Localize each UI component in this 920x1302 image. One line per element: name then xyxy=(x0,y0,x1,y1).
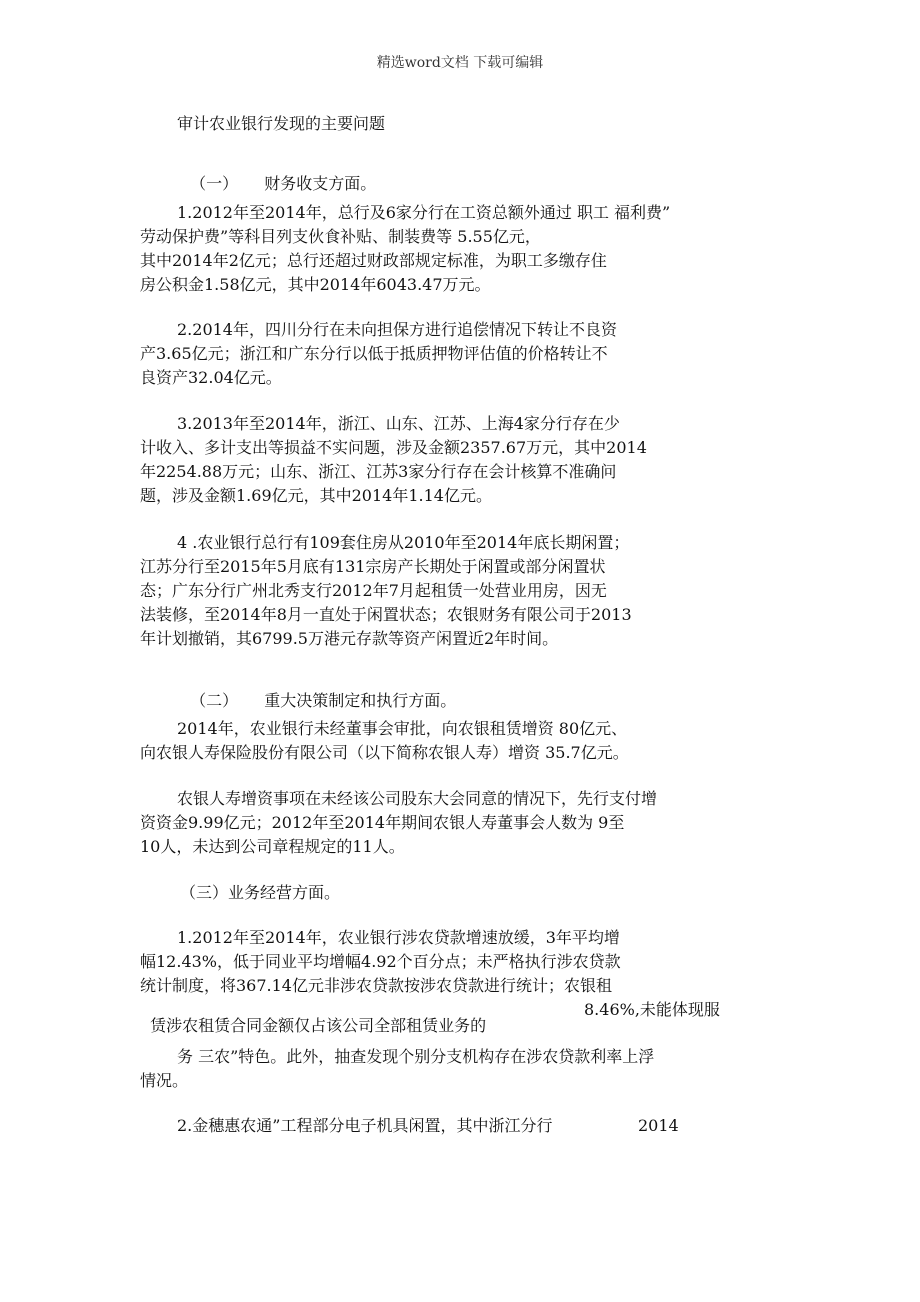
document-title: 审计农业银行发现的主要问题 xyxy=(177,114,386,133)
paragraph-line: 年计划撤销，其6799.5万港元存款等资产闲置近2年时间。 xyxy=(140,629,559,648)
paragraph-line: 其中2014年2亿元；总行还超过财政部规定标准，为职工多缴存住 xyxy=(140,251,607,270)
section-number: （一） xyxy=(190,174,239,193)
paragraph-line: 态；广东分行广州北秀支行2012年7月起租赁一处营业用房，因无 xyxy=(140,581,607,600)
paragraph-line: 3.2013年至2014年，浙江、山东、江苏、上海4家分行存在少 xyxy=(177,414,620,433)
section-heading: （三）业务经营方面。 xyxy=(180,883,341,902)
paragraph-line: 2.金穗惠农通”工程部分电子机具闲置，其中浙江分行 xyxy=(177,1116,553,1135)
paragraph-line xyxy=(140,1002,486,1034)
paragraph-line: 统计制度，将367.14亿元非涉农贷款按涉农贷款进行统计；农银租 xyxy=(140,976,612,995)
paragraph-line: 向农银人寿保险股份有限公司（以下简称农银人寿）增资 35.7亿元。 xyxy=(140,743,629,762)
paragraph-line: 4 .农业银行总行有109套住房从2010年至2014年底长期闲置； xyxy=(177,533,630,552)
section-heading-text: 重大决策制定和执行方面。 xyxy=(264,691,457,710)
paragraph-line: 年2254.88万元；山东、浙江、江苏3家分行存在会计核算不准确问 xyxy=(140,462,617,481)
paragraph-line: 2.2014年，四川分行在未向担保方进行追偿情况下转让不良资 xyxy=(177,320,617,339)
section-heading xyxy=(180,160,376,192)
paragraph-line: 房公积金1.58亿元，其中2014年6043.47万元。 xyxy=(140,275,491,294)
paragraph-line: 产3.65亿元；浙江和广东分行以低于抵质押物评估值的价格转让不 xyxy=(140,344,608,363)
paragraph-line: 2014年，农业银行未经董事会审批，向农银租赁增资 80亿元、 xyxy=(177,719,628,738)
paragraph-line: 1.2012年至2014年，农业银行涉农贷款增速放缓，3年平均增 xyxy=(177,928,620,947)
paragraph-line: 务 三农”特色。此外，抽查发现个别分支机构存在涉农贷款利率上浮 xyxy=(177,1047,655,1066)
paragraph-line: 法装修，至2014年8月一直处于闲置状态；农银财务有限公司于2013 xyxy=(140,605,632,624)
paragraph-line: 劳动保护费”等科目列支伙食补贴、制装费等 5.55亿元， xyxy=(140,227,541,246)
page-header: 精选word文档 下载可编辑 xyxy=(376,55,544,71)
paragraph-line: 题，涉及金额1.69亿元，其中2014年1.14亿元。 xyxy=(140,486,492,505)
section-number: （二） xyxy=(190,691,239,710)
paragraph-line: 良资产32.04亿元。 xyxy=(140,368,282,387)
paragraph-line: 10人，未达到公司章程规定的11人。 xyxy=(140,837,405,856)
paragraph-line: 1.2012年至2014年，总行及6家分行在工资总额外通过 职工 福利费” xyxy=(177,203,671,222)
paragraph-line: 农银人寿增资事项在未经该公司股东大会同意的情况下，先行支付增 xyxy=(177,789,658,808)
paragraph-line: 幅12.43%，低于同业平均增幅4.92个百分点；未严格执行涉农贷款 xyxy=(140,952,621,971)
paragraph-line: 资资金9.99亿元；2012年至2014年期间农银人寿董事会人数为 9至 xyxy=(140,813,625,832)
paragraph-text: 赁涉农租赁合同金额仅占该公司全部租赁业务的 xyxy=(150,1016,487,1035)
paragraph-line: 情况。 xyxy=(140,1071,189,1090)
paragraph-line: 计收入、多计支出等损益不实问题，涉及金额2357.67万元，其中2014 xyxy=(140,438,647,457)
section-heading xyxy=(180,677,456,709)
paragraph-line: 2014 xyxy=(638,1116,679,1135)
section-heading-text: 财务收支方面。 xyxy=(264,174,377,193)
paragraph-line: 江苏分行至2015年5月底有131宗房产长期处于闲置或部分闲置状 xyxy=(140,557,606,576)
paragraph-line: 8.46%,未能体现服 xyxy=(584,1000,720,1019)
